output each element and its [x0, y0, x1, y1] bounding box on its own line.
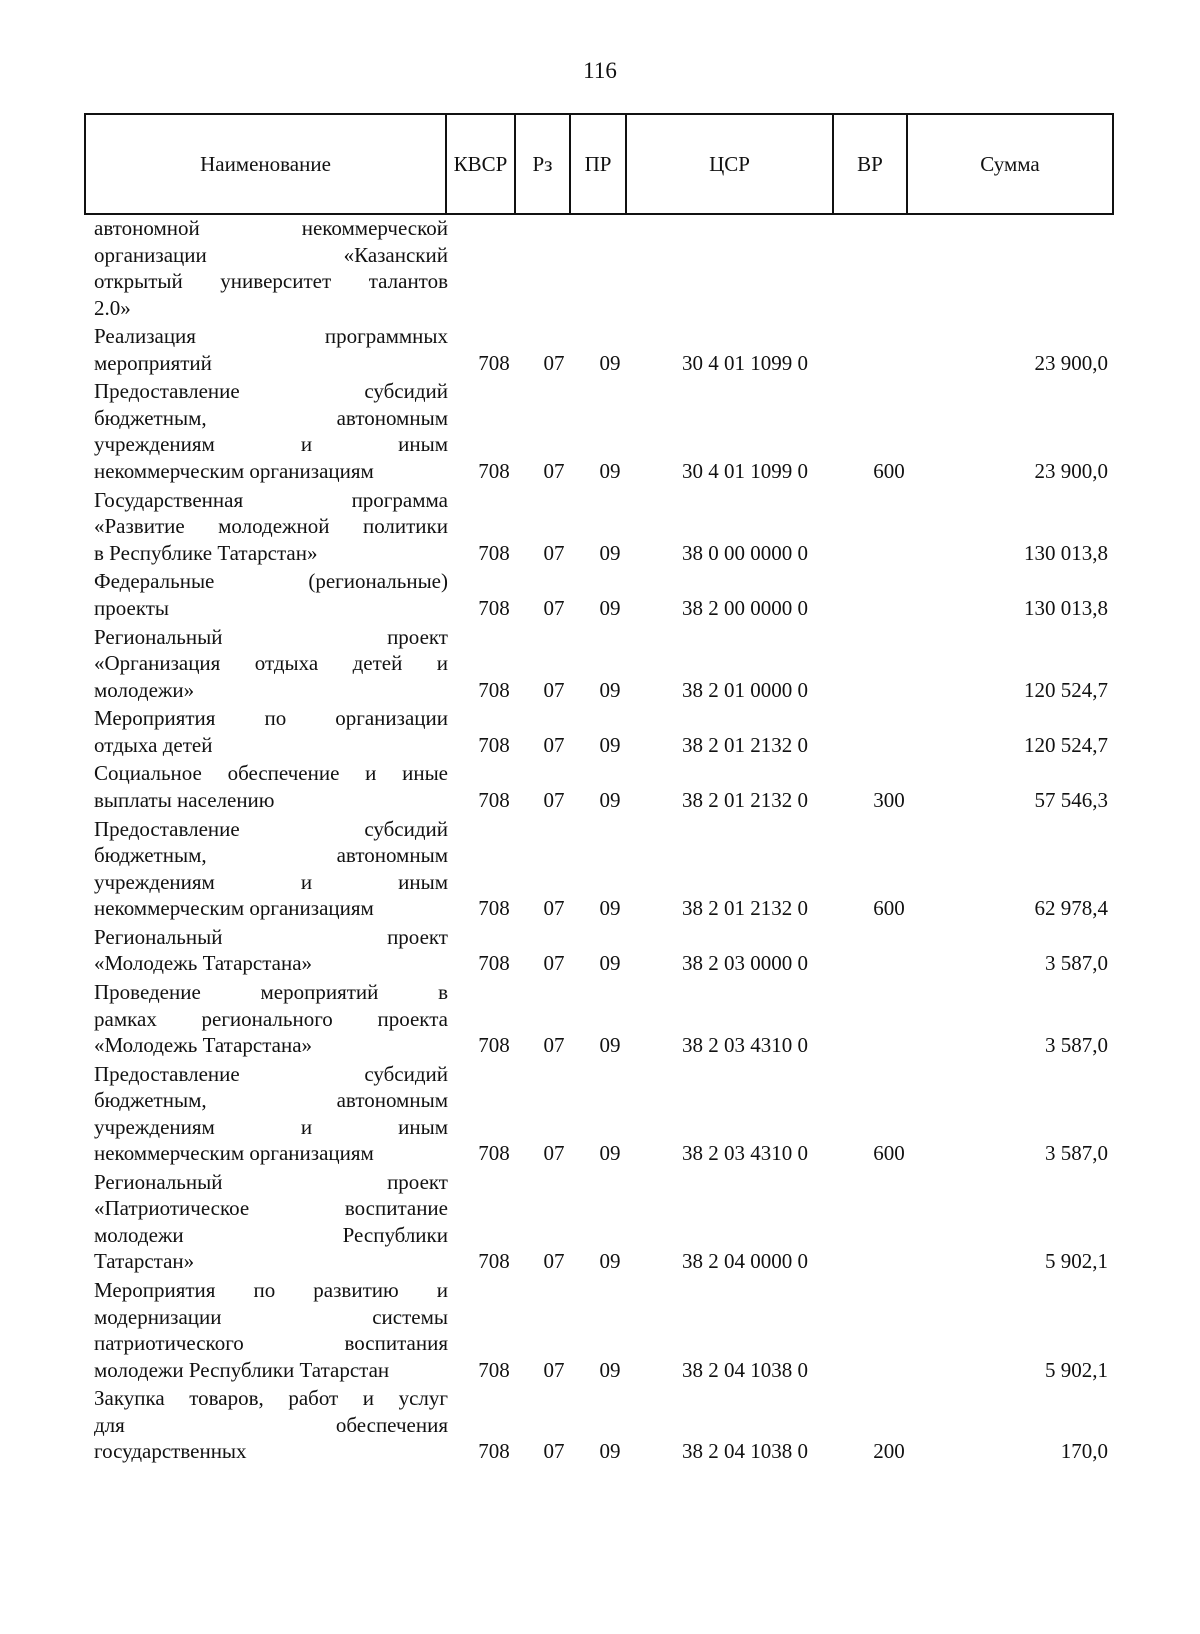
- row-csr: 38 2 01 2132 0: [682, 732, 808, 757]
- row-name-line: некоммерческим организациям: [94, 458, 374, 483]
- row-csr: 38 2 04 1038 0: [682, 1357, 808, 1382]
- row-name-line: мероприятий: [94, 350, 212, 375]
- page-number: 116: [583, 58, 617, 83]
- row-name: [94, 1277, 448, 1383]
- row-name-line: Закупка товаров, работ и услуг: [94, 1386, 448, 1411]
- row-name: [94, 624, 448, 704]
- row-name-line: Региональный проект: [94, 924, 448, 949]
- row-kvsr: 708: [478, 677, 510, 702]
- row-rz: 07: [543, 1439, 565, 1464]
- row-sum: 5 902,1: [1045, 1357, 1108, 1382]
- row-sum: 62 978,4: [1034, 896, 1108, 921]
- row-name-line: молодежи Республики: [94, 1222, 448, 1247]
- row-name-line: молодежи Республики Татарстан: [94, 1357, 390, 1382]
- row-rz: 07: [543, 732, 565, 757]
- header-vr: ВР: [834, 115, 908, 213]
- row-pr: 09: [599, 1033, 621, 1057]
- row-rz: 07: [543, 350, 565, 375]
- row-rz: 07: [543, 787, 565, 812]
- row-pr: 09: [599, 896, 621, 921]
- header-sum: Сумма: [980, 151, 1040, 176]
- row-rz: 07: [543, 896, 565, 921]
- row-name-line: для обеспечения: [94, 1412, 448, 1437]
- row-sum: 23 900,0: [1034, 458, 1108, 483]
- row-name-line: Социальное обеспечение и иные: [94, 761, 448, 786]
- row-csr: 38 2 00 0000 0: [682, 595, 808, 620]
- row-name-line: проекты: [94, 595, 170, 620]
- row-name-line: бюджетным, автономным: [94, 405, 448, 430]
- row-rz: 07: [543, 1141, 565, 1166]
- row-sum: 3 587,0: [1045, 1141, 1108, 1166]
- row-pr: 09: [599, 1141, 621, 1166]
- row-csr: 30 4 01 1099 0: [682, 458, 808, 483]
- row-name: [94, 378, 448, 484]
- row-vr: 300: [873, 787, 905, 812]
- row-kvsr: 708: [478, 1439, 510, 1464]
- row-sum: 130 013,8: [1024, 540, 1108, 565]
- row-name-line: организации «Казанский: [94, 242, 448, 267]
- row-name-line: Предоставление субсидий: [94, 379, 448, 404]
- row-name-line: Предоставление субсидий: [94, 816, 448, 841]
- row-name-line: Мероприятия по развитию и: [94, 1278, 448, 1303]
- row-vr: 600: [873, 458, 905, 483]
- row-name: [94, 705, 448, 758]
- row-name-line: государственных: [94, 1439, 247, 1464]
- row-name: [94, 487, 448, 567]
- row-csr: 30 4 01 1099 0: [682, 350, 808, 375]
- row-csr: 38 2 01 2132 0: [682, 896, 808, 921]
- row-rz: 07: [543, 677, 565, 702]
- row-name-line: Федеральные (региональные): [94, 569, 448, 594]
- header-pr: ПР: [571, 115, 627, 213]
- row-pr: 09: [599, 732, 621, 757]
- row-name-line: молодежи»: [94, 677, 195, 702]
- row-rz: 07: [543, 540, 565, 565]
- row-name-line: Проведение мероприятий в: [94, 980, 448, 1004]
- row-sum: 120 524,7: [1024, 677, 1108, 702]
- row-name: [94, 760, 448, 813]
- row-name-line: патриотического воспитания: [94, 1331, 448, 1356]
- header-csr: ЦСР: [627, 115, 834, 213]
- row-kvsr: 708: [478, 540, 510, 565]
- row-pr: 09: [599, 787, 621, 812]
- row-name-line: бюджетным, автономным: [94, 843, 448, 868]
- row-rz: 07: [543, 1033, 565, 1057]
- row-csr: 38 2 03 0000 0: [682, 951, 808, 976]
- row-pr: 09: [599, 951, 621, 976]
- row-name: [94, 215, 448, 321]
- row-name-line: Предоставление субсидий: [94, 1061, 448, 1086]
- row-rz: 07: [543, 595, 565, 620]
- row-kvsr: 708: [478, 1033, 510, 1057]
- row-rz: 07: [543, 1249, 565, 1274]
- row-name-line: рамках регионального проекта: [94, 1006, 448, 1031]
- row-vr: 600: [873, 1141, 905, 1166]
- row-kvsr: 708: [478, 787, 510, 812]
- row-name-line: «Патриотическое воспитание: [94, 1196, 448, 1221]
- row-sum: 170,0: [1060, 1439, 1108, 1464]
- header-kvsr: КВСР: [447, 115, 516, 213]
- row-sum: 5 902,1: [1045, 1249, 1108, 1274]
- row-name-line: модернизации системы: [94, 1304, 448, 1329]
- header-rz: Рз: [516, 115, 571, 213]
- row-csr: 38 0 00 0000 0: [682, 540, 808, 565]
- row-kvsr: 708: [478, 732, 510, 757]
- row-csr: 38 2 04 1038 0: [682, 1439, 808, 1464]
- row-pr: 09: [599, 1357, 621, 1382]
- row-kvsr: 708: [478, 1249, 510, 1274]
- row-name-line: Государственная программа: [94, 487, 448, 512]
- row-name-line: учреждениям и иным: [94, 869, 448, 894]
- row-name-line: в Республике Татарстан»: [94, 540, 318, 565]
- row-name-line: «Развитие молодежной политики: [94, 514, 448, 539]
- row-name: [94, 568, 448, 621]
- row-rz: 07: [543, 951, 565, 976]
- row-name-line: выплаты населению: [94, 787, 275, 812]
- table-header: [84, 113, 1114, 215]
- header-name: Наименование: [86, 115, 447, 213]
- row-name-line: 2.0»: [94, 295, 131, 320]
- row-name-line: Региональный проект: [94, 624, 448, 649]
- row-name-line: «Организация отдыха детей и: [94, 651, 448, 675]
- row-sum: 3 587,0: [1045, 1033, 1108, 1057]
- row-kvsr: 708: [478, 458, 510, 483]
- row-name-line: Реализация программных: [94, 324, 448, 349]
- row-kvsr: 708: [478, 595, 510, 620]
- row-kvsr: 708: [478, 951, 510, 976]
- row-name-line: Татарстан»: [94, 1249, 195, 1274]
- row-name: [94, 1061, 448, 1167]
- row-rz: 07: [543, 458, 565, 483]
- row-pr: 09: [599, 677, 621, 702]
- row-name-line: «Молодежь Татарстана»: [94, 1033, 313, 1057]
- row-name: [94, 816, 448, 922]
- row-name-line: учреждениям и иным: [94, 432, 448, 457]
- row-kvsr: 708: [478, 1357, 510, 1382]
- row-csr: 38 2 03 4310 0: [682, 1033, 808, 1057]
- row-csr: 38 2 01 0000 0: [682, 677, 808, 702]
- row-sum: 130 013,8: [1024, 595, 1108, 620]
- row-pr: 09: [599, 350, 621, 375]
- row-name-line: отдыха детей: [94, 732, 213, 757]
- row-csr: 38 2 01 2132 0: [682, 787, 808, 812]
- row-pr: 09: [599, 458, 621, 483]
- row-sum: 57 546,3: [1034, 787, 1108, 812]
- row-kvsr: 708: [478, 896, 510, 921]
- row-name-line: бюджетным, автономным: [94, 1088, 448, 1113]
- row-pr: 09: [599, 1249, 621, 1274]
- row-sum: 23 900,0: [1034, 350, 1108, 375]
- row-rz: 07: [543, 1357, 565, 1382]
- row-name-line: учреждениям и иным: [94, 1114, 448, 1139]
- row-name-line: автономной некоммерческой: [94, 216, 448, 240]
- row-name: [94, 924, 448, 977]
- row-pr: 09: [599, 540, 621, 565]
- row-pr: 09: [599, 595, 621, 620]
- row-vr: 600: [873, 896, 905, 921]
- row-name: [94, 1169, 448, 1275]
- row-sum: 3 587,0: [1045, 951, 1108, 976]
- row-pr: 09: [599, 1439, 621, 1464]
- row-kvsr: 708: [478, 350, 510, 375]
- row-name-line: некоммерческим организациям: [94, 896, 374, 921]
- row-name-line: открытый университет талантов: [94, 269, 448, 293]
- row-name-line: некоммерческим организациям: [94, 1141, 374, 1166]
- row-name: [94, 323, 448, 376]
- row-vr: 200: [873, 1439, 905, 1464]
- row-kvsr: 708: [478, 1141, 510, 1166]
- row-name-line: Региональный проект: [94, 1169, 448, 1194]
- row-name: [94, 979, 448, 1059]
- row-name-line: Мероприятия по организации: [94, 706, 448, 731]
- row-csr: 38 2 04 0000 0: [682, 1249, 808, 1274]
- row-name-line: «Молодежь Татарстана»: [94, 951, 313, 976]
- row-name: [94, 1385, 448, 1465]
- row-sum: 120 524,7: [1024, 732, 1108, 757]
- row-csr: 38 2 03 4310 0: [682, 1141, 808, 1166]
